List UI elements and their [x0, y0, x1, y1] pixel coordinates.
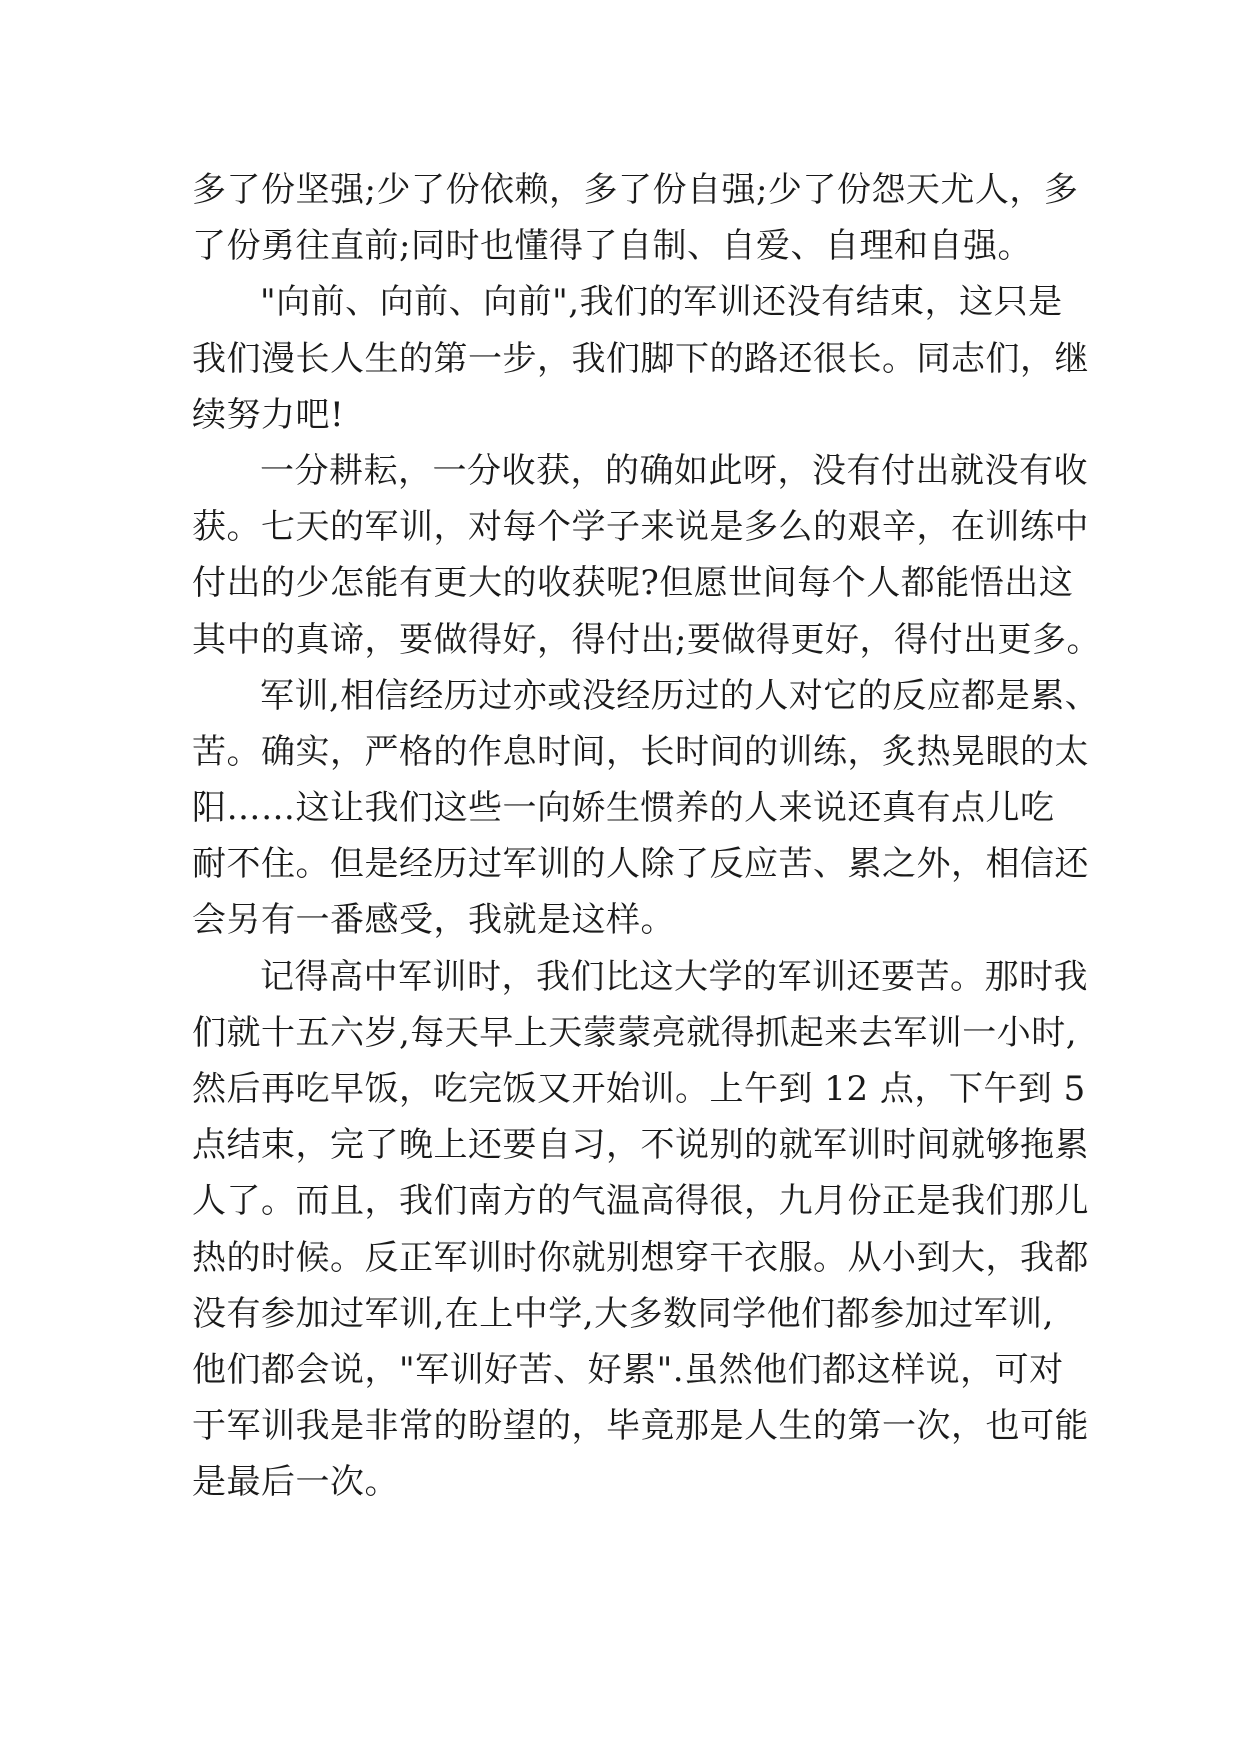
- text-line: 我们漫长人生的第一步，我们脚下的路还很长。同志们，继: [192, 338, 1089, 379]
- text-line: 耐不住。但是经历过军训的人除了反应苦、累之外，相信还: [192, 844, 1089, 885]
- text-line: 其中的真谛，要做得好，得付出;要做得更好，得付出更多。: [192, 619, 1101, 660]
- text-line: 没有参加过军训,在上中学,大多数同学他们都参加过军训,: [192, 1293, 1054, 1334]
- text-line: 他们都会说，"军训好苦、好累".虽然他们都这样说，可对: [192, 1349, 1064, 1390]
- text-line: 获。七天的军训，对每个学子来说是多么的艰辛，在训练中: [192, 507, 1089, 548]
- text-line: 们就十五六岁,每天早上天蒙蒙亮就得抓起来去军训一小时,: [192, 1012, 1078, 1053]
- text-line: 续努力吧!: [192, 394, 345, 435]
- text-line: 了份勇往直前;同时也懂得了自制、自爱、自理和自强。: [192, 226, 1032, 267]
- text-line: 会另有一番感受，我就是这样。: [192, 900, 675, 941]
- text-line: 人了。而且，我们南方的气温高得很，九月份正是我们那儿: [192, 1181, 1089, 1222]
- text-line: 付出的少怎能有更大的收获呢?但愿世间每个人都能悟出这: [192, 563, 1074, 604]
- paragraph-start-line: 军训,相信经历过亦或没经历过的人对它的反应都是累、: [260, 675, 1100, 716]
- text-line: 多了份坚强;少了份依赖，多了份自强;少了份怨天尤人，多: [192, 170, 1079, 210]
- text-line: 是最后一次。: [192, 1462, 399, 1503]
- paragraph-start-line: "向前、向前、向前",我们的军训还没有结束，这只是: [260, 282, 1063, 323]
- body-text: [192, 162, 1101, 1511]
- text-line: 点结束，完了晚上还要自习，不说别的就军训时间就够拖累: [192, 1125, 1089, 1166]
- text-line: 然后再吃早饭，吃完饭又开始训。上午到 12 点，下午到 5: [192, 1069, 1086, 1109]
- paragraph-start-line: 记得高中军训时，我们比这大学的军训还要苦。那时我: [260, 956, 1088, 997]
- text-line: 于军训我是非常的盼望的，毕竟那是人生的第一次，也可能: [192, 1406, 1089, 1447]
- paragraph-start-line: 一分耕耘，一分收获，的确如此呀，没有付出就没有收: [260, 450, 1088, 491]
- text-line: 苦。确实，严格的作息时间，长时间的训练，炙热晃眼的太: [192, 731, 1089, 772]
- text-line: 热的时候。反正军训时你就别想穿干衣服。从小到大，我都: [192, 1237, 1089, 1278]
- text-line: 阳……这让我们这些一向娇生惯养的人来说还真有点儿吃: [192, 788, 1055, 829]
